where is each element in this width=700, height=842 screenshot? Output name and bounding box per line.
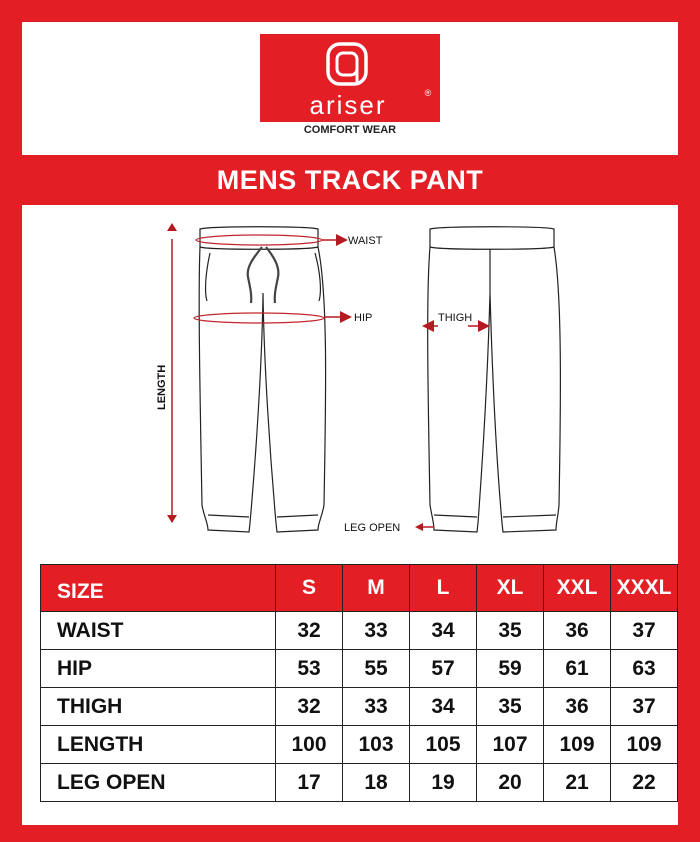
- table-cell: 18: [343, 764, 410, 802]
- length-label: LENGTH: [156, 364, 168, 410]
- table-row: [41, 726, 678, 764]
- table-cell: 61: [544, 650, 611, 688]
- table-header-cell: S: [276, 565, 343, 612]
- table-cell: 105: [410, 726, 477, 764]
- table-cell: 57: [410, 650, 477, 688]
- page-title: MENS TRACK PANT: [216, 165, 484, 195]
- table-cell: 59: [477, 650, 544, 688]
- table-cell: 37: [611, 688, 678, 726]
- table-cell: 35: [477, 612, 544, 650]
- table-cell: 17: [276, 764, 343, 802]
- brand-wordmark: ariser: [309, 90, 387, 120]
- table-cell: 32: [276, 612, 343, 650]
- table-cell: 53: [276, 650, 343, 688]
- table-row: [41, 612, 678, 650]
- table-header-row: [41, 565, 678, 612]
- hip-ellipse: [194, 313, 324, 323]
- registered-mark: ®: [424, 88, 432, 98]
- table-cell: 107: [477, 726, 544, 764]
- row-label: THIGH: [41, 688, 276, 726]
- table-cell: 33: [343, 612, 410, 650]
- table-header-cell: XXXL: [611, 565, 678, 612]
- table-cell: 103: [343, 726, 410, 764]
- table-row: [41, 650, 678, 688]
- waist-ellipse: [196, 235, 322, 245]
- ariser-logo-icon: [260, 34, 440, 122]
- table-cell: 37: [611, 612, 678, 650]
- table-header-cell: SIZE: [41, 565, 276, 612]
- table-cell: 109: [544, 726, 611, 764]
- table-header-cell: XXL: [544, 565, 611, 612]
- row-label: HIP: [41, 650, 276, 688]
- measurement-diagram: [22, 205, 678, 555]
- table-cell: 34: [410, 612, 477, 650]
- table-cell: 35: [477, 688, 544, 726]
- table-header-cell: L: [410, 565, 477, 612]
- table-header-cell: M: [343, 565, 410, 612]
- table-cell: 55: [343, 650, 410, 688]
- table-cell: 33: [343, 688, 410, 726]
- front-pant-drawing: [199, 227, 325, 532]
- hip-label: HIP: [354, 312, 373, 324]
- row-label: WAIST: [41, 612, 276, 650]
- leg-open-label: LEG OPEN: [344, 522, 401, 534]
- table-cell: 19: [410, 764, 477, 802]
- size-chart-table: [40, 564, 678, 802]
- table-header-cell: XL: [477, 565, 544, 612]
- table-cell: 21: [544, 764, 611, 802]
- brand-logo: [260, 34, 440, 122]
- table-row: [41, 764, 678, 802]
- brand-tagline: COMFORT WEAR: [260, 122, 440, 146]
- row-label: LENGTH: [41, 726, 276, 764]
- table-cell: 32: [276, 688, 343, 726]
- table-cell: 20: [477, 764, 544, 802]
- back-pant-drawing: [428, 227, 561, 532]
- table-cell: 36: [544, 612, 611, 650]
- table-cell: 63: [611, 650, 678, 688]
- table-cell: 109: [611, 726, 678, 764]
- table-row: [41, 688, 678, 726]
- table-cell: 100: [276, 726, 343, 764]
- waist-label: WAIST: [348, 235, 383, 247]
- row-label: LEG OPEN: [41, 764, 276, 802]
- table-cell: 36: [544, 688, 611, 726]
- table-cell: 34: [410, 688, 477, 726]
- table-cell: 22: [611, 764, 678, 802]
- thigh-label: THIGH: [438, 312, 473, 324]
